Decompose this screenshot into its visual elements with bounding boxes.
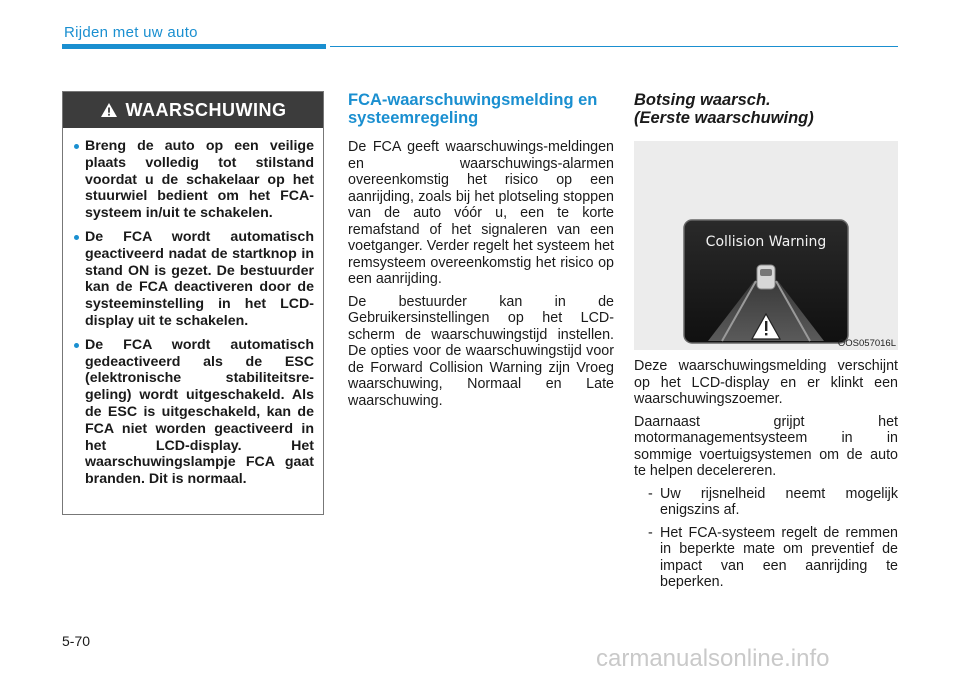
watermark: carmanualsonline.info: [596, 645, 830, 672]
warning-item: De FCA wordt automatisch gedeactiveerd als de ESC (elektronische stabiliteitsre-geling) wordt uitgeschakeld. Als de ESC is uitgeschakeld, kan de FCA niet worden geactiveerd in het LCD-display. Het waarschuwingslampje FCA gaat branden. Dit is normaal.: [85, 336, 314, 488]
lcd-display-text: Collision Warning: [705, 234, 827, 250]
dash-list-item: - Uw rijsnelheid neemt mogelijk enigszins af.: [650, 486, 898, 519]
right-heading-line1: Botsing waarsch.: [634, 91, 771, 109]
right-heading: [634, 91, 898, 127]
page-number: 5-70: [62, 633, 91, 649]
right-paragraph: Daarnaast grijpt het motormanagementsysteem in in sommige voertuigsystemen om de auto te helpen decelereren.: [634, 413, 898, 479]
right-dash-list: [634, 486, 898, 591]
warning-triangle-icon: [100, 102, 118, 118]
warning-box: [62, 91, 324, 515]
section-title: Rijden met uw auto: [64, 24, 198, 41]
right-paragraph: Deze waarschuwingsmelding verschijnt op het LCD-display en er klinkt een waarschuwingszoemer.: [634, 358, 898, 407]
middle-paragraph: De bestuurder kan in de Gebruikersinstellingen op het LCD-scherm de waarschuwingstijd instellen. De opties voor de waarschuwingstijd voor de Forward Collision Warning zijn Vroeg waarschuwing, Normaal en Late waarschuwing.: [348, 293, 614, 409]
warning-list: [63, 128, 323, 488]
lcd-display-illustration: [634, 141, 898, 350]
figure-code: OOS057016L: [837, 338, 896, 349]
right-heading-line2: (Eerste waarschuwing): [634, 109, 814, 127]
warning-item: De FCA wordt automatisch geactiveerd nadat de startknop in stand ON is gezet. De bestuurder kan de FCA deactiveren door de systeeminstelling in het LCD-display uit te schakelen.: [85, 228, 314, 329]
header-rule-thick: [62, 44, 326, 49]
dash-list-item: - Het FCA-systeem regelt de remmen in beperkte mate om preventief de impact van een aanrijding te beperken.: [650, 525, 898, 591]
middle-heading: FCA-waarschuwingsmelding en systeemregeling: [348, 91, 598, 127]
warning-title: WAARSCHUWING: [125, 99, 287, 120]
collision-warning-figure: [634, 141, 898, 350]
header-rule-thin: [330, 46, 898, 47]
middle-paragraph: De FCA geeft waarschuwings-meldingen en waarschuwings-alarmen overeenkomstig het risico op een aanrijding, zoals bij het plotseling stoppen van de auto vóór u, een te korte remafstand of het signaleren van een voetganger. Verder regelt het systeem het remsysteem overeenkomstig het risico op een aanrijding.: [348, 139, 614, 287]
warning-item: Breng de auto op een veilige plaats volledig tot stilstand voordat u de schakelaar op het stuurwiel bedient om het FCA-systeem in/uit te schakelen.: [85, 138, 314, 222]
warning-header: [63, 92, 323, 128]
right-column: [634, 91, 898, 597]
middle-column: [348, 91, 614, 415]
